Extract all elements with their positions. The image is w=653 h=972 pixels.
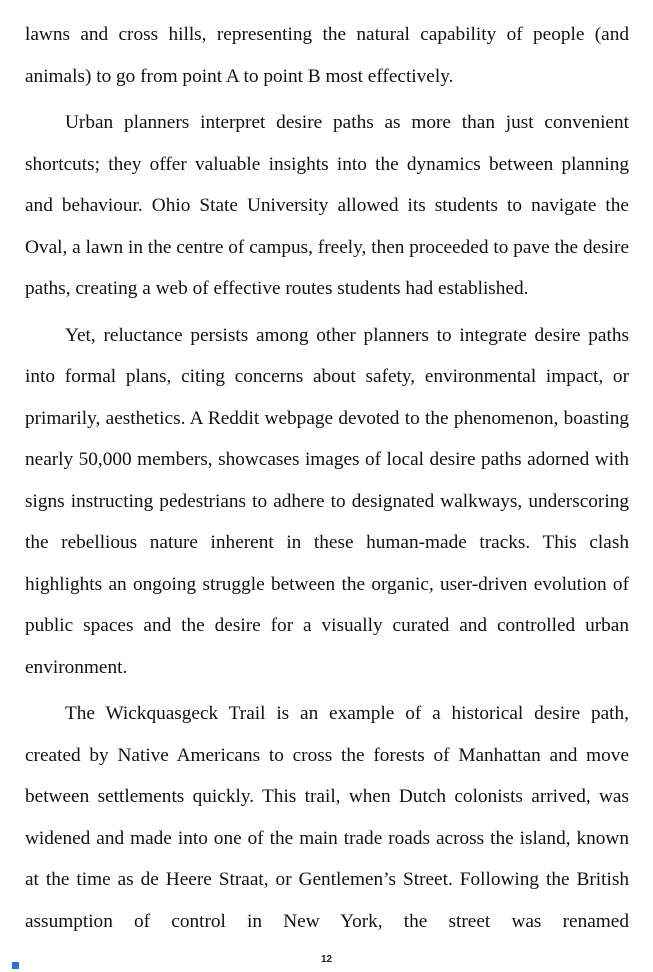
paragraph-3: Yet, reluctance persists among other planners to integrate desire paths into formal plans, citing concerns about safety, environmental impact, or primarily, aesthetics. A Reddit webpage devoted to the phenomenon, boasting nearly 50,000 members, showcases images of local desire paths adorned with signs instructing pedestrians to adhere to designated walkways, underscoring the rebellious nature inherent in these human-made tracks. This clash highlights an ongoing struggle between the organic, user-driven evolution of public spaces and the desire for a visually curated and controlled urban environment. xyxy=(25,324,629,678)
page-number: 12 xyxy=(320,954,333,965)
document-page xyxy=(25,14,629,947)
corner-marker-icon xyxy=(12,962,19,969)
paragraph-1: lawns and cross hills, representing the natural capability of people (and animals) to go from point A to point B most effectively. xyxy=(25,24,629,87)
paragraph-4: The Wickquasgeck Trail is an example of a historical desire path, created by Native Americans to cross the forests of Manhattan and move between settlements quickly. This trail, when Dutch colonists arrived, was widened and made into one of the main trade roads across the island, known at the time as de Heere Straat, or Gentlemen’s Street. Following the British assumption of control in New York, the street was renamed xyxy=(25,703,629,932)
paragraph-2: Urban planners interpret desire paths as more than just convenient shortcuts; they offer valuable insights into the dynamics between planning and behaviour. Ohio State University allowed its students to navigate the Oval, a lawn in the centre of campus, freely, then proceeded to pave the desire paths, creating a web of effective routes students had established. xyxy=(25,112,629,299)
